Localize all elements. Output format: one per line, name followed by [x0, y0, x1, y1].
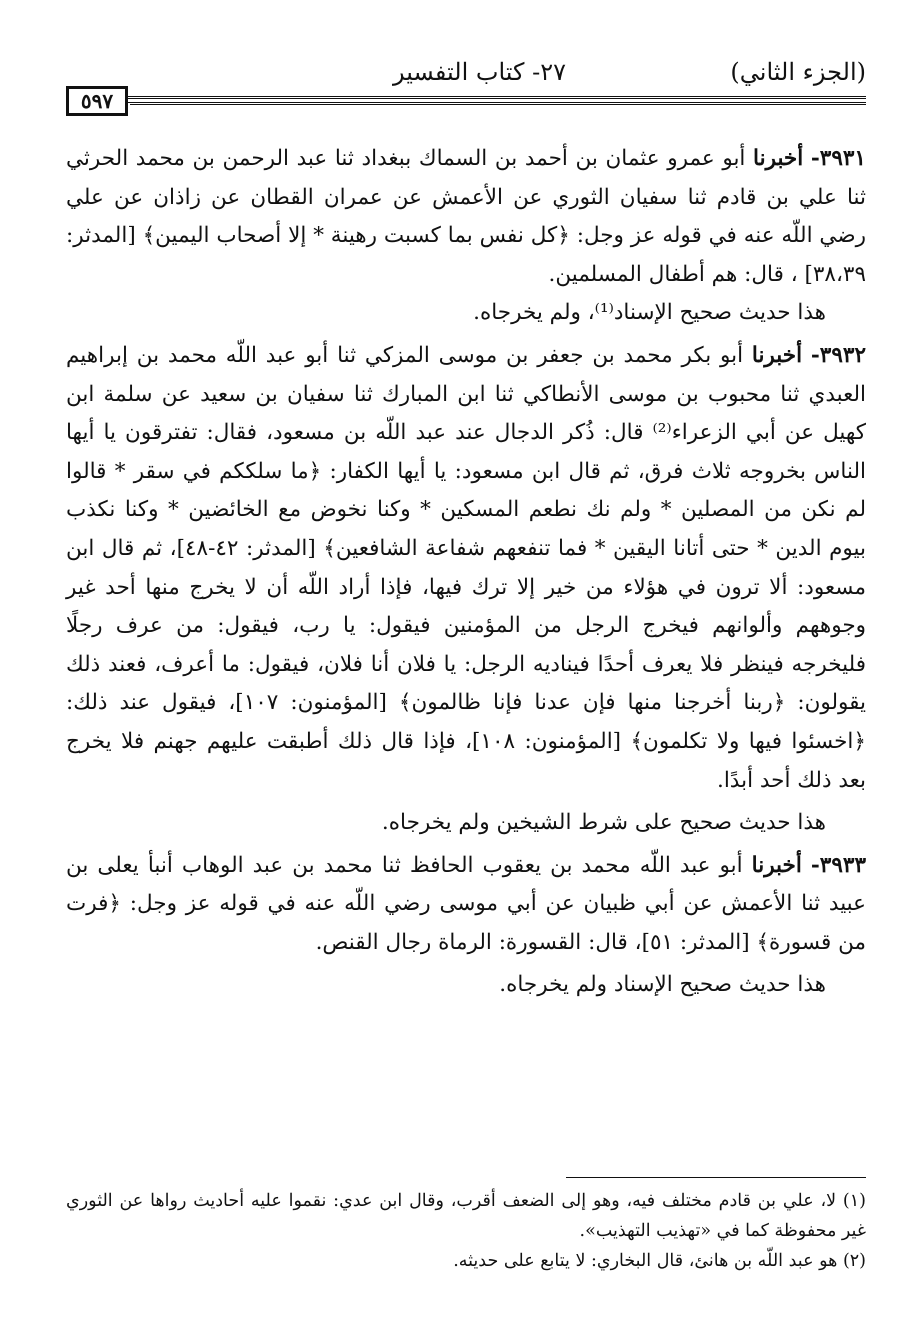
footnote-rule: [566, 1177, 866, 1178]
footnotes: [66, 1186, 866, 1276]
hadith-verdict: هذا حديث صحيح على شرط الشيخين ولم يخرجاه.: [381, 810, 826, 836]
volume-label: (الجزء الثاني): [730, 58, 866, 86]
hadith-text: أبو عمرو عثمان بن أحمد بن السماك ببغداد ثنا عبد الرحمن بن محمد الحرثي ثنا علي بن قادم ثنا سفيان الثوري عن الأعمش عن عمران القطان عن زاذان عن علي رضي اللّه عنه في قوله عز وجل: ﴿كل نفس بما كسبت رهينة * إلا أصحاب اليمين﴾ [المدثر: ٣٨،٣٩] ، قال: هم أطفال المسلمين.: [66, 146, 866, 287]
footnote-text: هو عبد اللّه بن هانئ، قال البخاري: لا يتابع على حديثه.: [453, 1251, 838, 1271]
hadith-text: أبو عبد اللّه محمد بن يعقوب الحافظ ثنا محمد بن عبد الوهاب أنبأ يعلى بن عبيد ثنا الأعمش عن أبي ظبيان عن أبي موسى رضي اللّه عنه في قوله عز وجل: ﴿فرت من قسورة﴾ [المدثر: ٥١]، قال: القسورة: الرماة رجال القنص.: [66, 852, 866, 955]
footnote: [66, 1186, 866, 1246]
header-rule: [66, 96, 866, 103]
footnote-marker: (١): [842, 1191, 866, 1211]
hadith-number: ٣٩٣٣-: [810, 852, 866, 878]
hadith-lead: أخبرنا: [753, 146, 804, 171]
hadith-verdict: هذا حديث صحيح الإسناد ولم يخرجاه.: [499, 972, 826, 998]
footnote-text: لا، علي بن قادم مختلف فيه، وهو إلى الضعف أقرب، وقال ابن عدي: نقموا عليه أحاديث رواها عن الثوري غير محفوظة كما في «تهذيب التهذيب».: [66, 1191, 866, 1241]
hadith-number: ٣٩٣٢-: [810, 342, 866, 368]
hadith-entry: [66, 847, 866, 963]
footnote-marker: (٢): [842, 1251, 866, 1271]
hadith-lead: أخبرنا: [751, 852, 802, 878]
hadith-entry: [66, 140, 866, 294]
hadith-verdict: هذا حديث صحيح الإسناد⁽¹⁾، ولم يخرجاه.: [473, 300, 826, 326]
main-text: [66, 140, 866, 1005]
footnote: [66, 1246, 866, 1276]
book-title: ٢٧- كتاب التفسير: [393, 58, 566, 86]
page-number: ٥٩٧: [66, 86, 128, 116]
running-header: [66, 56, 866, 96]
hadith-entry: [66, 337, 866, 800]
header-rule-secondary: [130, 104, 866, 105]
hadith-text: أبو بكر محمد بن جعفر بن موسى المزكي ثنا أبو عبد اللّه محمد بن إبراهيم العبدي ثنا محبوب بن موسى الأنطاكي ثنا ابن المبارك ثنا سفيان بن سعيد عن سلمة ابن كهيل عن أبي الزعراء⁽²⁾ قال: ذُكر الدجال عند عبد اللّه بن مسعود، فقال: تفترقون يا أيها الناس بخروجه ثلاث فرق، ثم قال ابن مسعود: يا أيها الكفار: ﴿ما سلككم في سقر * قالوا لم نكن من المصلين * ولم نك نطعم المسكين * وكنا نخوض مع الخائضين * وكنا نكذب بيوم الدين * حتى أتانا اليقين * فما تنفعهم شفاعة الشافعين﴾ [المدثر: ٤٢-٤٨]، ثم قال ابن مسعود: ألا ترون في هؤلاء من خير إلا ترك فيها، فإذا أراد اللّه أن لا يخرج منها أحد غير وجوههم وألوانهم فيخرج الرجل من المؤمنين فيقول: يا رب، فيقول: من عرف رجلًا فليخرجه فينظر فلا يعرف أحدًا فيناديه الرجل: يا فلان أنا فلان، فيقول: ما أعرف، فعند ذلك يقولون: ﴿ربنا أخرجنا منها فإن عدنا فإنا ظالمون﴾ [المؤمنون: ١٠٧]، فيقول عند ذلك: ﴿اخسئوا فيها ولا تكلمون﴾ [المؤمنون: ١٠٨]، فإذا قال ذلك أطبقت عليهم جهنم فلا يخرج بعد ذلك أحد أبدًا.: [66, 342, 867, 793]
hadith-lead: أخبرنا: [751, 342, 803, 368]
hadith-number: ٣٩٣١-: [810, 146, 866, 171]
